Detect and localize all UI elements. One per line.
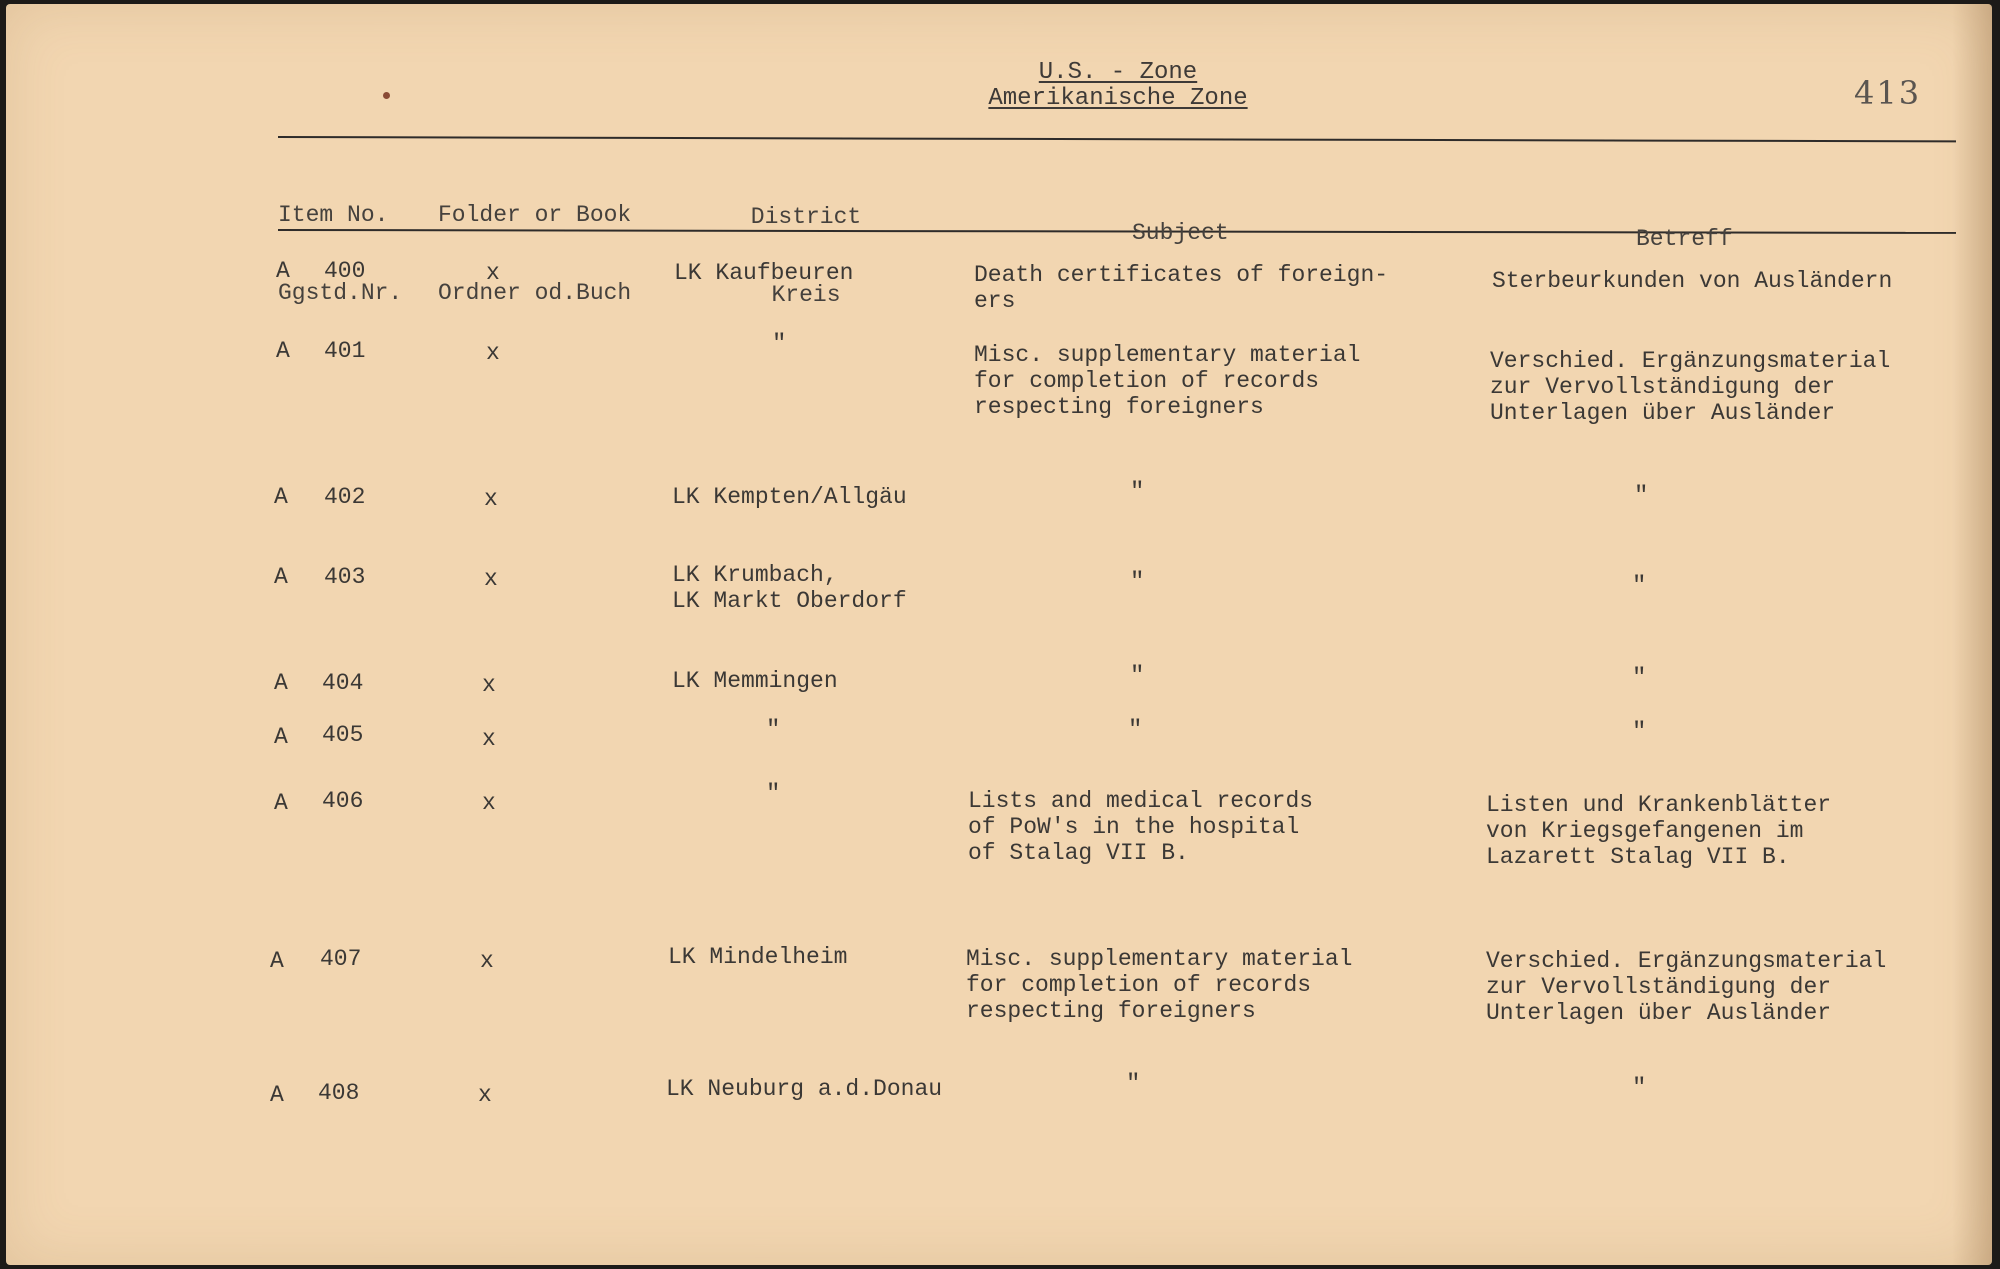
col-header-folder	[438, 150, 631, 358]
col-header-item-de: Ggstd.Nr.	[278, 280, 403, 306]
row-404-mark: x	[482, 672, 496, 698]
row-404-subject: "	[1130, 663, 1145, 690]
row-403-item: 403	[324, 564, 366, 590]
page-number: 413	[1854, 74, 1922, 112]
col-header-folder-en: Folder or Book	[438, 202, 632, 228]
row-406-district: "	[766, 781, 781, 808]
row-400-district: LK Kaufbeuren	[674, 260, 854, 286]
row-405-prefix: A	[274, 724, 288, 750]
row-400-mark: x	[486, 260, 500, 286]
row-408-mark: x	[478, 1082, 492, 1108]
row-406-subject: Lists and medical records of PoW's in the hospital of Stalag VII B.	[968, 788, 1314, 866]
row-402-item: 402	[324, 484, 366, 510]
row-407-mark: x	[480, 948, 494, 974]
document-page	[6, 4, 1992, 1265]
row-402-mark: x	[484, 486, 498, 512]
row-407-prefix: A	[270, 948, 284, 974]
row-404-district: LK Memmingen	[672, 668, 838, 694]
row-408-district: LK Neuburg a.d.Donau	[666, 1076, 943, 1102]
row-403-subject: "	[1130, 569, 1145, 596]
row-403-prefix: A	[274, 564, 288, 590]
row-405-subject: "	[1128, 717, 1143, 744]
row-406-item: 406	[322, 788, 364, 814]
page-edge-shadow	[1952, 4, 1992, 1265]
row-403-district: LK Krumbach, LK Markt Oberdorf	[672, 562, 907, 614]
ink-dot	[383, 92, 390, 99]
row-405-betreff: "	[1632, 719, 1647, 746]
zone-line-1: U.S. - Zone	[1038, 59, 1198, 86]
row-400-prefix: A	[276, 258, 290, 284]
row-402-betreff: "	[1634, 483, 1649, 510]
row-404-prefix: A	[274, 670, 288, 696]
row-407-betreff: Verschied. Ergänzungsmaterial zur Vervollständigung der Unterlagen über Ausländer	[1486, 948, 1887, 1026]
col-header-district-de: Kreis	[771, 282, 841, 308]
zone-line-2: Amerikanische Zone	[988, 85, 1248, 112]
row-405-mark: x	[482, 726, 496, 752]
row-401-item: 401	[324, 338, 366, 364]
col-header-subject-en: Subject	[1132, 220, 1229, 246]
col-header-betreff-de: Betreff	[1636, 226, 1733, 252]
row-406-mark: x	[482, 790, 496, 816]
row-407-district: LK Mindelheim	[668, 944, 848, 970]
row-406-betreff: Listen und Krankenblätter von Kriegsgefangenen im Lazarett Stalag VII B.	[1486, 792, 1832, 870]
col-header-folder-de: Ordner od.Buch	[438, 280, 632, 306]
row-402-subject: "	[1130, 479, 1145, 506]
row-400-item: 400	[324, 258, 366, 284]
row-403-mark: x	[484, 566, 498, 592]
col-header-item	[278, 150, 402, 358]
row-401-district: "	[772, 331, 787, 358]
row-401-subject: Misc. supplementary material for completion of records respecting foreigners	[974, 342, 1361, 420]
row-401-betreff: Verschied. Ergänzungsmaterial zur Vervollständigung der Unterlagen über Ausländer	[1490, 348, 1891, 426]
header-top-rule	[278, 136, 1956, 142]
row-400-betreff: Sterbeurkunden von Ausländern	[1492, 268, 1893, 294]
row-408-prefix: A	[270, 1082, 284, 1108]
zone-heading	[968, 60, 1268, 112]
row-408-betreff: "	[1632, 1075, 1647, 1102]
row-403-betreff: "	[1632, 573, 1647, 600]
row-400-subject: Death certificates of foreign- ers	[974, 262, 1389, 314]
row-406-prefix: A	[274, 790, 288, 816]
row-407-subject: Misc. supplementary material for completion of records respecting foreigners	[966, 946, 1353, 1024]
row-402-district: LK Kempten/Allgäu	[672, 484, 907, 510]
row-404-item: 404	[322, 670, 364, 696]
col-header-district-en: District	[750, 204, 862, 230]
row-401-prefix: A	[276, 338, 290, 364]
row-405-item: 405	[322, 722, 364, 748]
row-401-mark: x	[486, 340, 500, 366]
row-408-subject: "	[1126, 1071, 1141, 1098]
row-407-item: 407	[320, 946, 362, 972]
col-header-district	[726, 152, 886, 360]
row-404-betreff: "	[1632, 665, 1647, 692]
row-405-district: "	[766, 717, 781, 744]
row-408-item: 408	[318, 1080, 360, 1106]
row-402-prefix: A	[274, 484, 288, 510]
col-header-item-en: Item No.	[278, 202, 389, 228]
